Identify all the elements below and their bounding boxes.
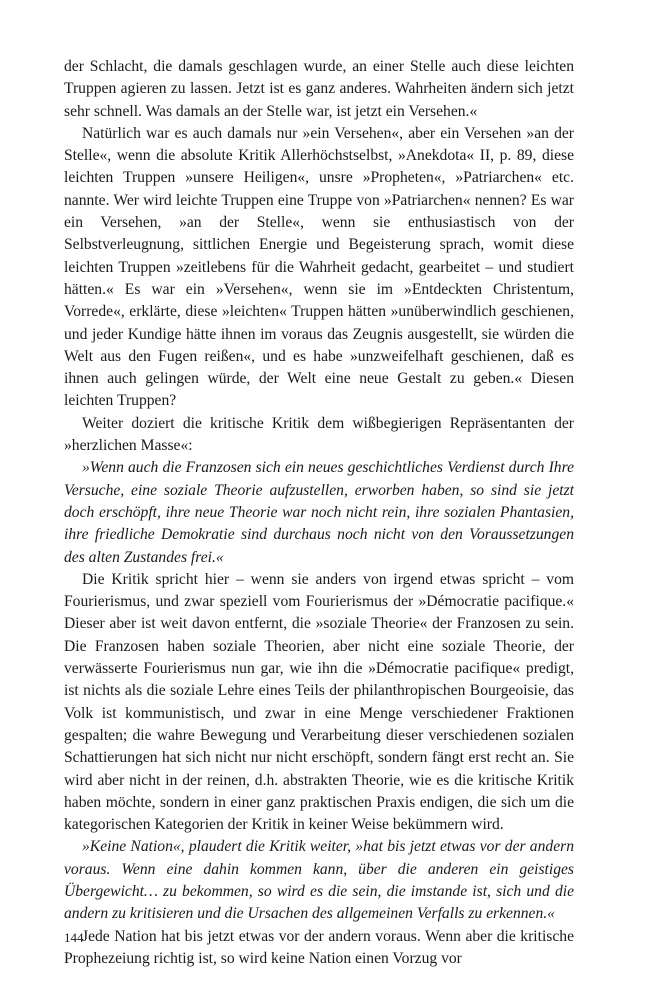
body-text [64,56,574,970]
paragraph-fourierismus: Die Kritik spricht hier – wenn sie anders von irgend etwas spricht – vom Fourierismus, und zwar speziell vom Fourierismus der »Démocratie pacifique.« Dieser aber ist weit davon entfernt, die »soziale Theorie« der Franzosen zu sein. Die Franzosen haben soziale Theorien, aber nicht eine soziale Theorie, der verwässerte Fourierismus nun gar, wie ihn die »Démocratie pacifique« predigt, ist nichts als die soziale Lehre eines Teils der philanthropischen Bourgeoisie, das Volk ist kommunistisch, und zwar in eine Menge verschiedener Fraktionen gespalten; die wahre Bewegung und Verarbeitung dieser verschiedenen sozialen Schattierungen hat sich nicht nur nicht erschöpft, sondern fängt erst recht an. Sie wird aber nicht in der reinen, d.h. abstrakten Theorie, wie es die kritische Kritik haben möchte, sondern in einer ganz praktischen Praxis endigen, die sich um die kategorischen Kategorien der Kritik in keiner Weise bekümmern wird. [64,570,574,834]
quote-franzosen: »Wenn auch die Franzosen sich ein neues geschichtliches Verdienst durch Ihre Versuche, eine soziale Theorie aufzustellen, erworben haben, so sind sie jetzt doch erschöpft, ihre neue Theorie war noch nicht rein, ihre sozialen Phantasien, ihre friedliche Demokratie sind durchaus noch nicht von den Voraussetzungen des alten Zustandes frei.« [64,459,574,566]
paragraph-jede-nation: Jede Nation hat bis jetzt etwas vor der andern voraus. Wenn aber die kritische Prophezeiung richtig ist, so wird keine Nation einen Vorzug vor [64,927,574,967]
paragraph-versehen: Natürlich war es auch damals nur »ein Versehen«, aber ein Versehen »an der Stelle«, wenn die absolute Kritik Allerhöchstselbst, »Anekdota« II, p. 89, diese leichten Truppen »unsere Heiligen«, unsre »Propheten«, »Patriarchen« etc. nannte. Wer wird leichte Truppen eine Truppe von »Patriarchen« nennen? Es war ein Versehen, »an der Stelle«, wenn sie enthusiastisch von der Selbstverleugnung, sittlichen Energie und Begeisterung sprach, womit diese leichten Truppen »zeitlebens für die Wahrheit gedacht, gearbeitet – und studiert hätten.« Es war ein »Versehen«, wenn sie im »Entdeckten Christentum, Vorrede«, erklärte, diese »leichten« Truppen hätten »unüberwindlich geschienen, und jeder Kundige hätte ihnen im voraus das Zeugnis ausgestellt, sie würden die Welt aus den Fugen reißen«, und es habe »unzweifelhaft geschienen, daß es ihnen auch gelingen würde, der Welt eine neue Gestalt zu geben.« Diesen leichten Truppen? [64,124,574,410]
paragraph-continuation: der Schlacht, die damals geschlagen wurde, an einer Stelle auch diese leichten Truppen agieren zu lassen. Jetzt ist es ganz anderes. Wahrheiten ändern sich jetzt sehr schnell. Was damals an der Stelle war, ist jetzt ein Versehen.« [64,58,574,120]
paragraph-masse: Weiter doziert die kritische Kritik dem wißbegierigen Repräsentanten der »herzlichen Masse«: [64,414,574,455]
page-number: 144 [64,930,84,945]
quote-keine-nation: »Keine Nation«, plaudert die Kritik weiter, »hat bis jetzt etwas vor der andern voraus. Wenn eine dahin kommen kann, über die anderen ein geistiges Übergewicht… zu bekommen, so wird es die sein, die imstande ist, sich und die andern zu kritisieren und die Ursachen des allgemeinen Verfalls zu erkennen.« [64,838,574,923]
